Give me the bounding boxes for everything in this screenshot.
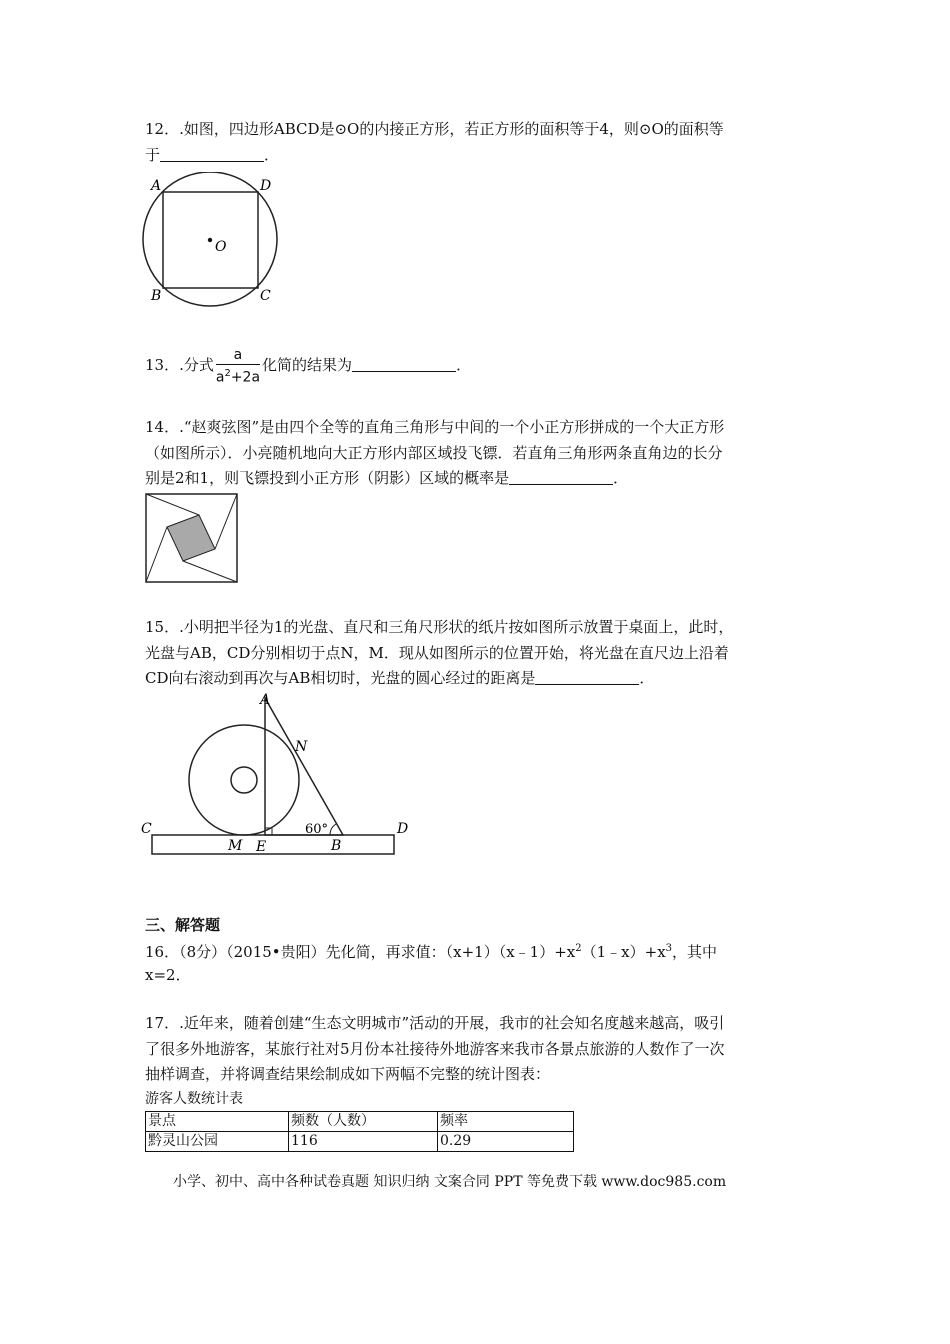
q17-line2: 了很多外地游客，某旅行社对5月份本社接待外地游客来我市各景点旅游的人数作了一次 <box>145 1040 725 1058</box>
fraction-numerator: a <box>216 346 260 365</box>
q15-line3-suffix: ． <box>639 669 655 687</box>
q15-figure <box>138 690 418 860</box>
q16-p2: （1﹣x）+x <box>581 943 666 961</box>
visitor-stats-table <box>145 1111 574 1152</box>
label-d: D <box>397 821 409 837</box>
q15-line3 <box>145 667 654 689</box>
q13-line <box>145 342 471 388</box>
header-cell: 景点 <box>146 1112 289 1132</box>
header-cell: 频数（人数） <box>289 1112 438 1132</box>
q12-figure <box>140 172 290 307</box>
angle-arc <box>330 824 336 835</box>
label-angle: 60° <box>305 822 329 837</box>
table-cell: 黔灵山公园 <box>146 1132 289 1152</box>
center-point <box>208 238 212 242</box>
q14-line3 <box>145 467 628 489</box>
q13-prefix: 13．.分式 <box>145 356 214 374</box>
q15-line2: 光盘与AB，CD分别相切于点N，M．现从如图所示的位置开始，将光盘在直尺边上沿着 <box>145 644 729 662</box>
q12-line2-prefix: 于 <box>145 146 161 164</box>
q12-line1: 12．.如图，四边形ABCD是⊙O的内接正方形，若正方形的面积等于4，则⊙O的面积等 <box>145 120 724 138</box>
q14-zhaoshuang-figure <box>145 493 240 585</box>
q13-end: ． <box>456 356 472 374</box>
fraction-denominator <box>216 365 260 387</box>
q16-exp2: 3 <box>665 943 673 954</box>
table-header-row <box>146 1112 574 1132</box>
q16-exp1: 2 <box>575 943 582 954</box>
answer-blank-15 <box>535 670 639 685</box>
label-c: C <box>260 288 271 304</box>
page-footer: 小学、初中、高中各种试卷真题 知识归纳 文案合同 PPT 等免费下载 www.doc985.com <box>173 1174 727 1190</box>
label-b: B <box>331 838 342 854</box>
label-d: D <box>260 178 272 194</box>
label-n: N <box>295 739 308 755</box>
section-title: 三、解答题 <box>145 916 221 934</box>
q14-line1: 14．.“赵爽弦图”是由四个全等的直角三角形与中间的一个小正方形拼成的一个大正方形 <box>145 418 725 436</box>
q16-line1 <box>145 938 717 963</box>
q13-fraction <box>216 346 260 387</box>
label-o: O <box>215 239 227 255</box>
label-b: B <box>151 288 162 304</box>
q15-line3-prefix: CD向右滚动到再次与AB相切时，光盘的圆心经过的距离是 <box>145 669 536 687</box>
answer-blank-12 <box>160 147 264 162</box>
table-row <box>146 1132 574 1152</box>
disc <box>189 725 299 835</box>
table-cell: 0.29 <box>438 1132 574 1152</box>
inner-shaded-square <box>167 515 215 561</box>
label-a: A <box>151 178 162 194</box>
q14-line2: （如图所示）．小亮随机地向大正方形内部区域投飞镖．若直角三角形两条直角边的长分 <box>145 444 723 462</box>
header-cell: 频率 <box>438 1112 574 1132</box>
answer-blank-14 <box>509 470 613 485</box>
q16-p1: 16．（8分）（2015•贵阳）先化简，再求值：（x+1）（x﹣1）+x <box>145 943 576 961</box>
label-c: C <box>141 821 152 837</box>
q12-line2 <box>145 144 279 166</box>
disc-hole <box>231 767 257 793</box>
q14-line3-prefix: 别是2和1，则飞镖投到小正方形（阴影）区域的概率是 <box>145 469 510 487</box>
den-base: a <box>215 369 225 386</box>
q12-line2-suffix: ． <box>264 146 280 164</box>
ruler <box>152 835 394 854</box>
q16-p3: ，其中 <box>672 943 718 961</box>
label-a: A <box>260 692 271 708</box>
q17-line3: 抽样调查，并将调查结果绘制成如下两幅不完整的统计图表： <box>145 1065 551 1083</box>
table-title: 游客人数统计表 <box>145 1091 243 1107</box>
table-cell: 116 <box>289 1132 438 1152</box>
den-rest: +2a <box>230 369 261 386</box>
q16-line2: x=2． <box>145 966 191 984</box>
den-exponent: 2 <box>224 367 231 379</box>
label-e: E <box>256 839 267 855</box>
answer-blank-13 <box>352 357 456 372</box>
q13-suffix: 化简的结果为 <box>262 356 353 374</box>
q17-line1: 17．.近年来，随着创建“生态文明城市”活动的开展，我市的社会知名度越来越高，吸引 <box>145 1014 725 1032</box>
label-m: M <box>228 838 243 854</box>
q14-line3-suffix: ． <box>613 469 629 487</box>
q15-line1: 15．.小明把半径为1的光盘、直尺和三角尺形状的纸片按如图所示放置于桌面上，此时， <box>145 618 734 636</box>
triangle-ruler <box>265 698 343 835</box>
